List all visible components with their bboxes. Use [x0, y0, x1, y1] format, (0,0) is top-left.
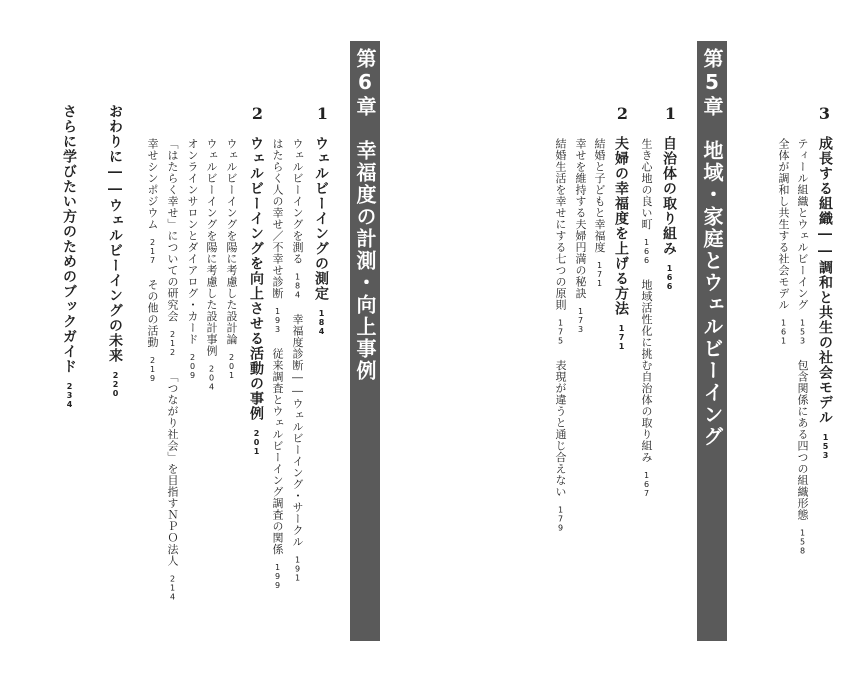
toc-item: 「はたらく幸せ」についての研究会212「つながり社会」を目指すＮＰＯ法人214: [166, 138, 179, 602]
toc-item: ウェルビーイングを陽に考慮した設計事例204: [205, 138, 218, 392]
toc-item: ウェルビーイングを測る184幸福度診断――ウェルビーイング・サークル191: [291, 138, 304, 583]
chapter-5-title: 第5章 地域・家庭とウェルビーイング: [700, 48, 724, 448]
section-6-1-num: 1: [313, 104, 332, 124]
section-6-2-title: ウェルビーイングを向上させる活動の事例201: [248, 136, 264, 456]
toc-item: ウェルビーイングを陽に考慮した設計論201: [225, 138, 238, 380]
closing-afterword: おわりに――ウェルビーイングの未来220: [107, 104, 123, 398]
section-4-3-title: 成長する組織――調和と共生の社会モデル153: [817, 136, 833, 460]
section-5-1-num: 1: [661, 104, 680, 124]
toc-item: 幸せを維持する夫婦円満の秘訣173: [574, 138, 587, 334]
section-5-1-title: 自治体の取り組み166: [661, 136, 677, 291]
chapter-6-title: 第6章 幸福度の計測・向上事例: [353, 48, 377, 382]
toc-item: 結婚と子どもと幸福度171: [593, 138, 606, 288]
toc-item: オンラインサロンとダイアログ・カード209: [186, 138, 199, 380]
toc-item: 幸せシンポジウム217その他の活動219: [146, 138, 159, 383]
toc-item: 結婚生活を幸せにする七つの原則175表現が違うと通じ合えない179: [554, 138, 567, 533]
section-6-2-num: 2: [248, 104, 267, 124]
section-4-3-num: 3: [815, 104, 834, 124]
section-6-1-title: ウェルビーイングの測定184: [313, 136, 329, 336]
toc-item: 全体が調和し共生する社会モデル161: [777, 138, 790, 346]
closing-book-guide: さらに学びたい方のためのブックガイド234: [61, 104, 77, 409]
toc-item: はたらく人の幸せ／不幸せ診断193従来調査とウェルビーイング調査の関係199: [271, 138, 284, 590]
section-5-2-num: 2: [613, 104, 632, 124]
section-5-2-title: 夫婦の幸福度を上げる方法171: [613, 136, 629, 351]
toc-item: ティール組織とウェルビーイング153包含関係にある四つの組織形態158: [796, 138, 809, 556]
toc-item: 生き心地の良い町166地域活性化に挑む自治体の取り組み167: [640, 138, 653, 498]
